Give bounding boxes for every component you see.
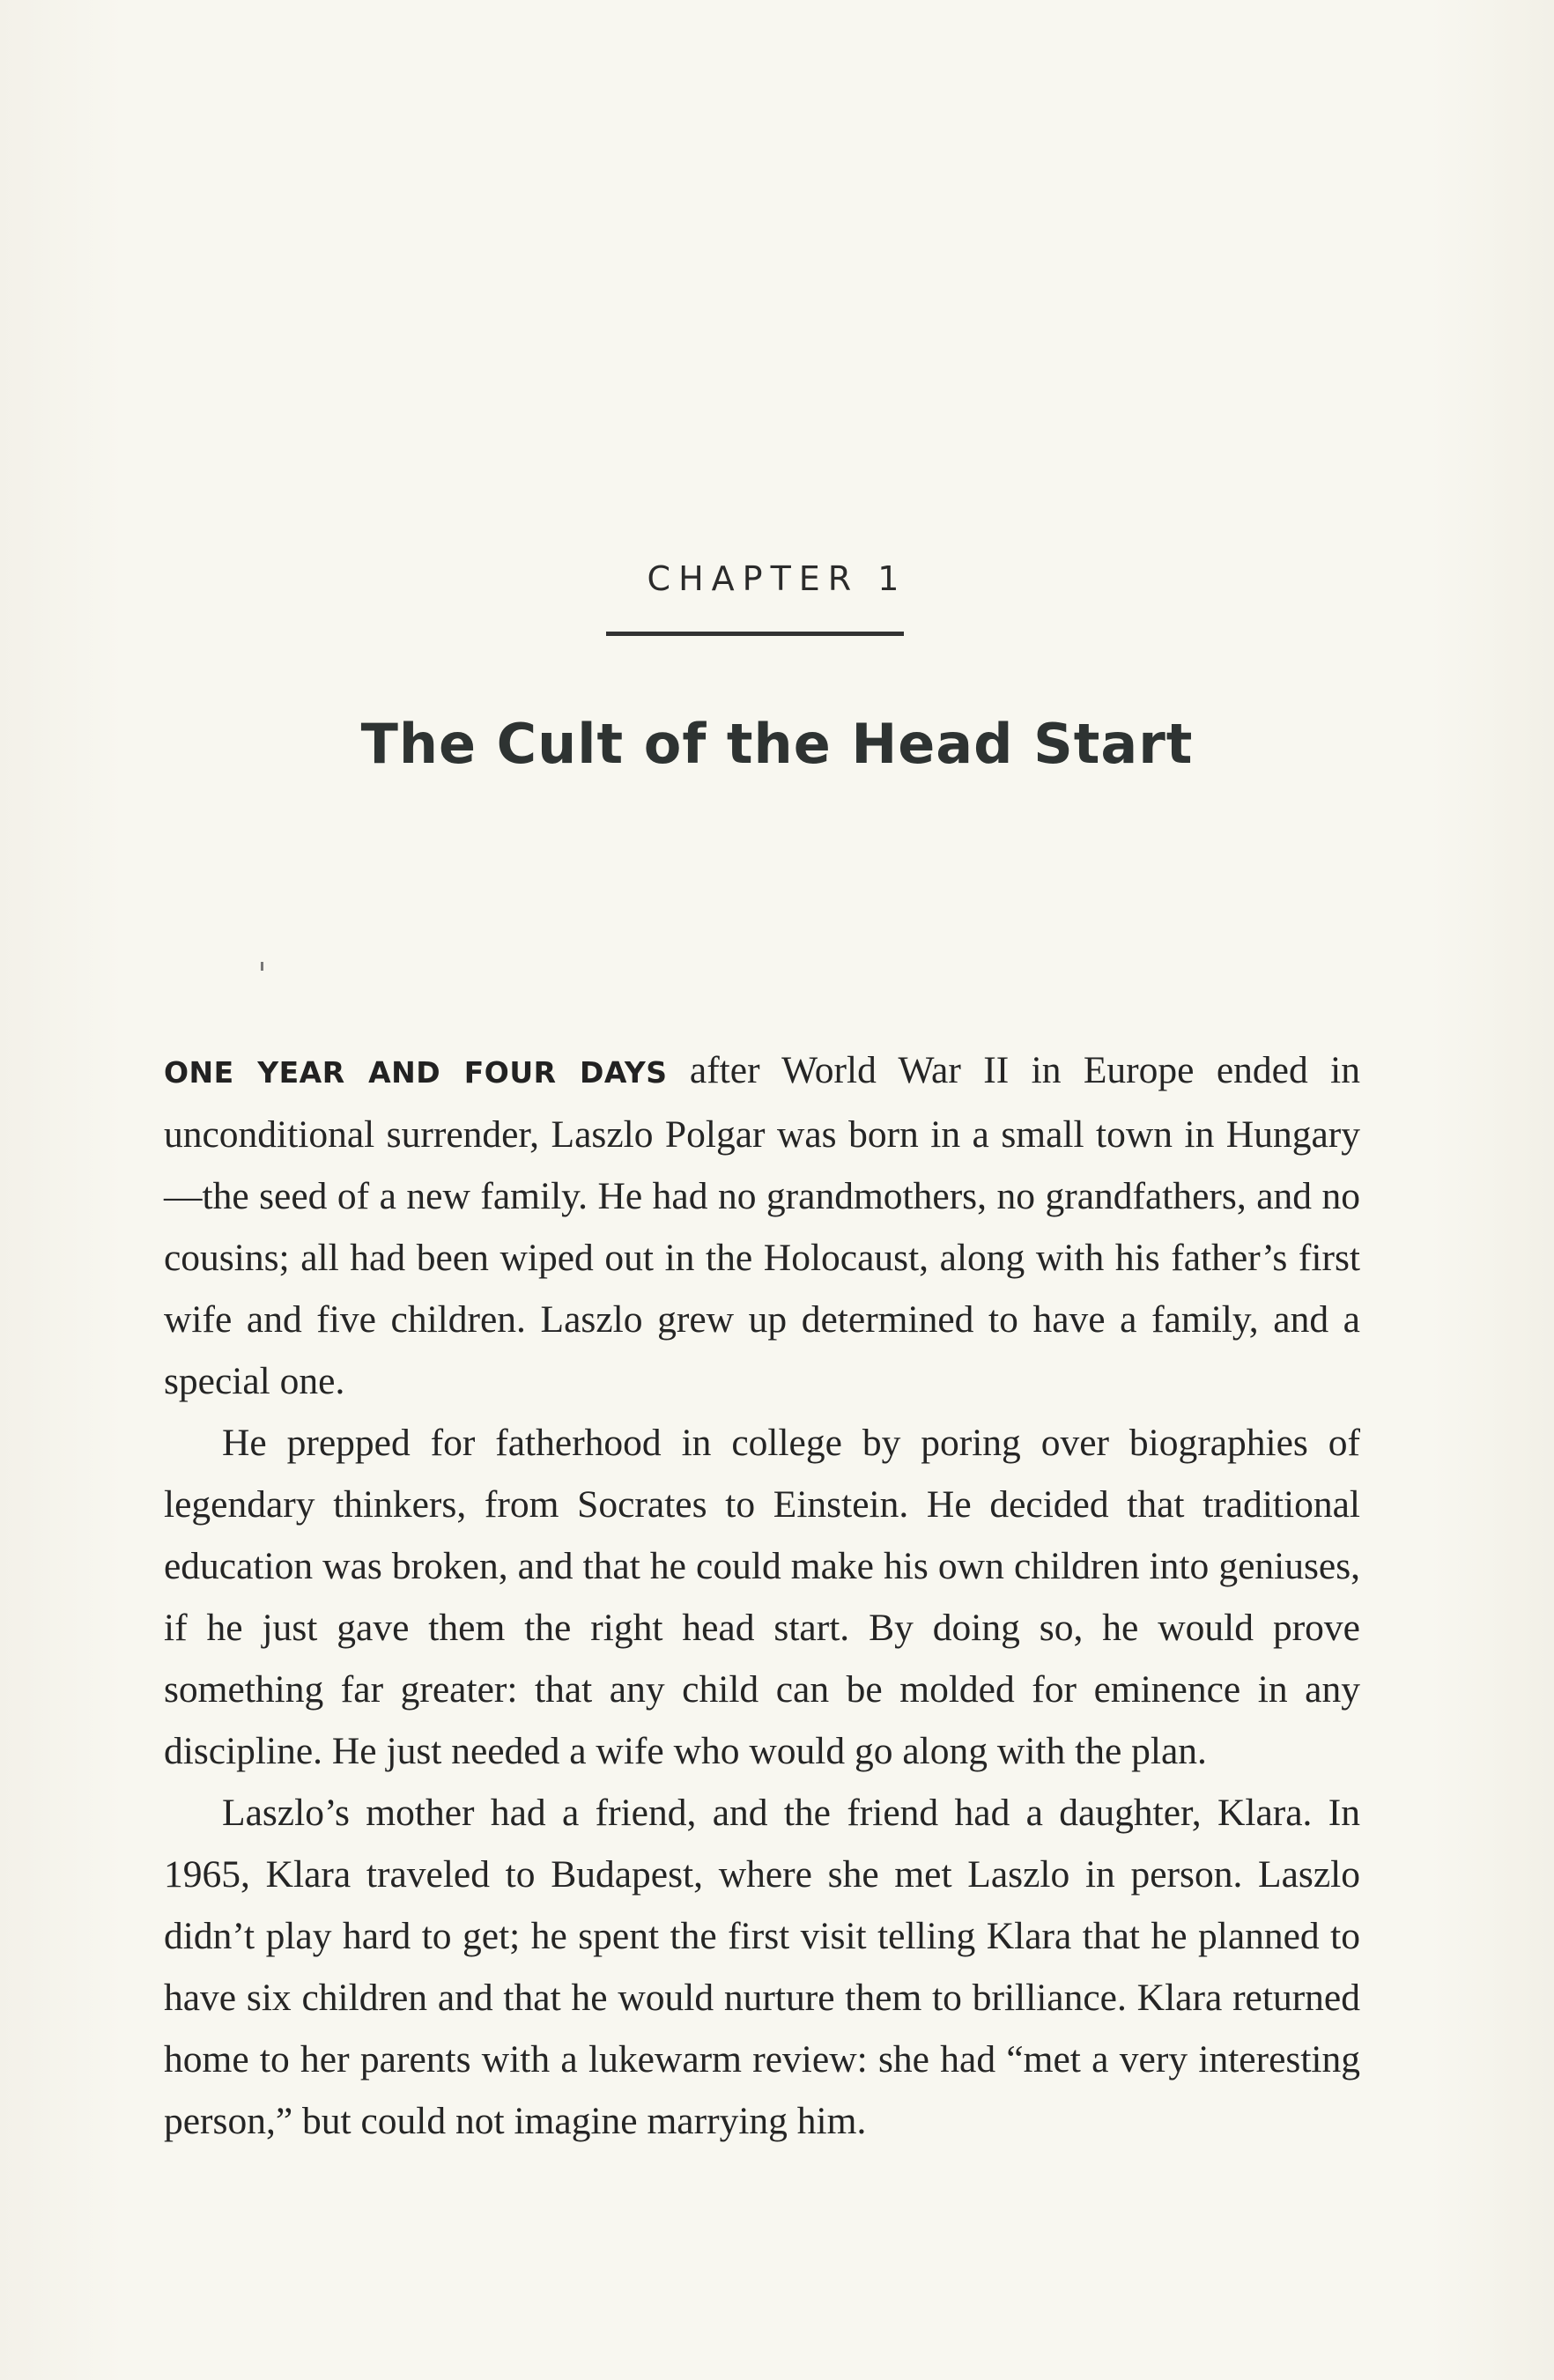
paragraph-1-text: after World War II in Europe ended in unconditional surrender, Laszlo Polgar was born in a small town in Hungary—the seed of a new family. He had no grandmothers, no grandfathers, and no cousins; all had been wiped out in the Holocaust, along with his father’s first wife and five children. Laszlo grew up determined to have a family, and a special one. — [164, 1049, 1360, 1402]
chapter-divider — [606, 632, 904, 636]
chapter-label: CHAPTER 1 — [647, 559, 907, 598]
chapter-body — [164, 1039, 1360, 2152]
scan-speck — [261, 962, 263, 971]
paragraph-1 — [164, 1039, 1360, 1412]
paragraph-3: Laszlo’s mother had a friend, and the friend had a daughter, Klara. In 1965, Klara traveled to Budapest, where she met Laszlo in person. Laszlo didn’t play hard to get; he spent the first visit telling Klara that he planned to have six children and that he would nurture them to brilliance. Klara returned home to her parents with a lukewarm review: she had “met a very interesting person,” but could not imagine marrying him. — [164, 1792, 1360, 2142]
lead-in-caps: ONE YEAR AND FOUR DAYS — [164, 1055, 668, 1090]
chapter-title: The Cult of the Head Start — [360, 712, 1194, 776]
paragraph-2: He prepped for fatherhood in college by poring over biographies of legendary thinkers, from Socrates to Einstein. He decided that traditional education was broken, and that he could make his own children into geniuses, if he just gave them the right head start. By doing so, he would prove something far greater: that any child can be molded for eminence in any discipline. He just needed a wife who would go along with the plan. — [164, 1422, 1360, 1772]
